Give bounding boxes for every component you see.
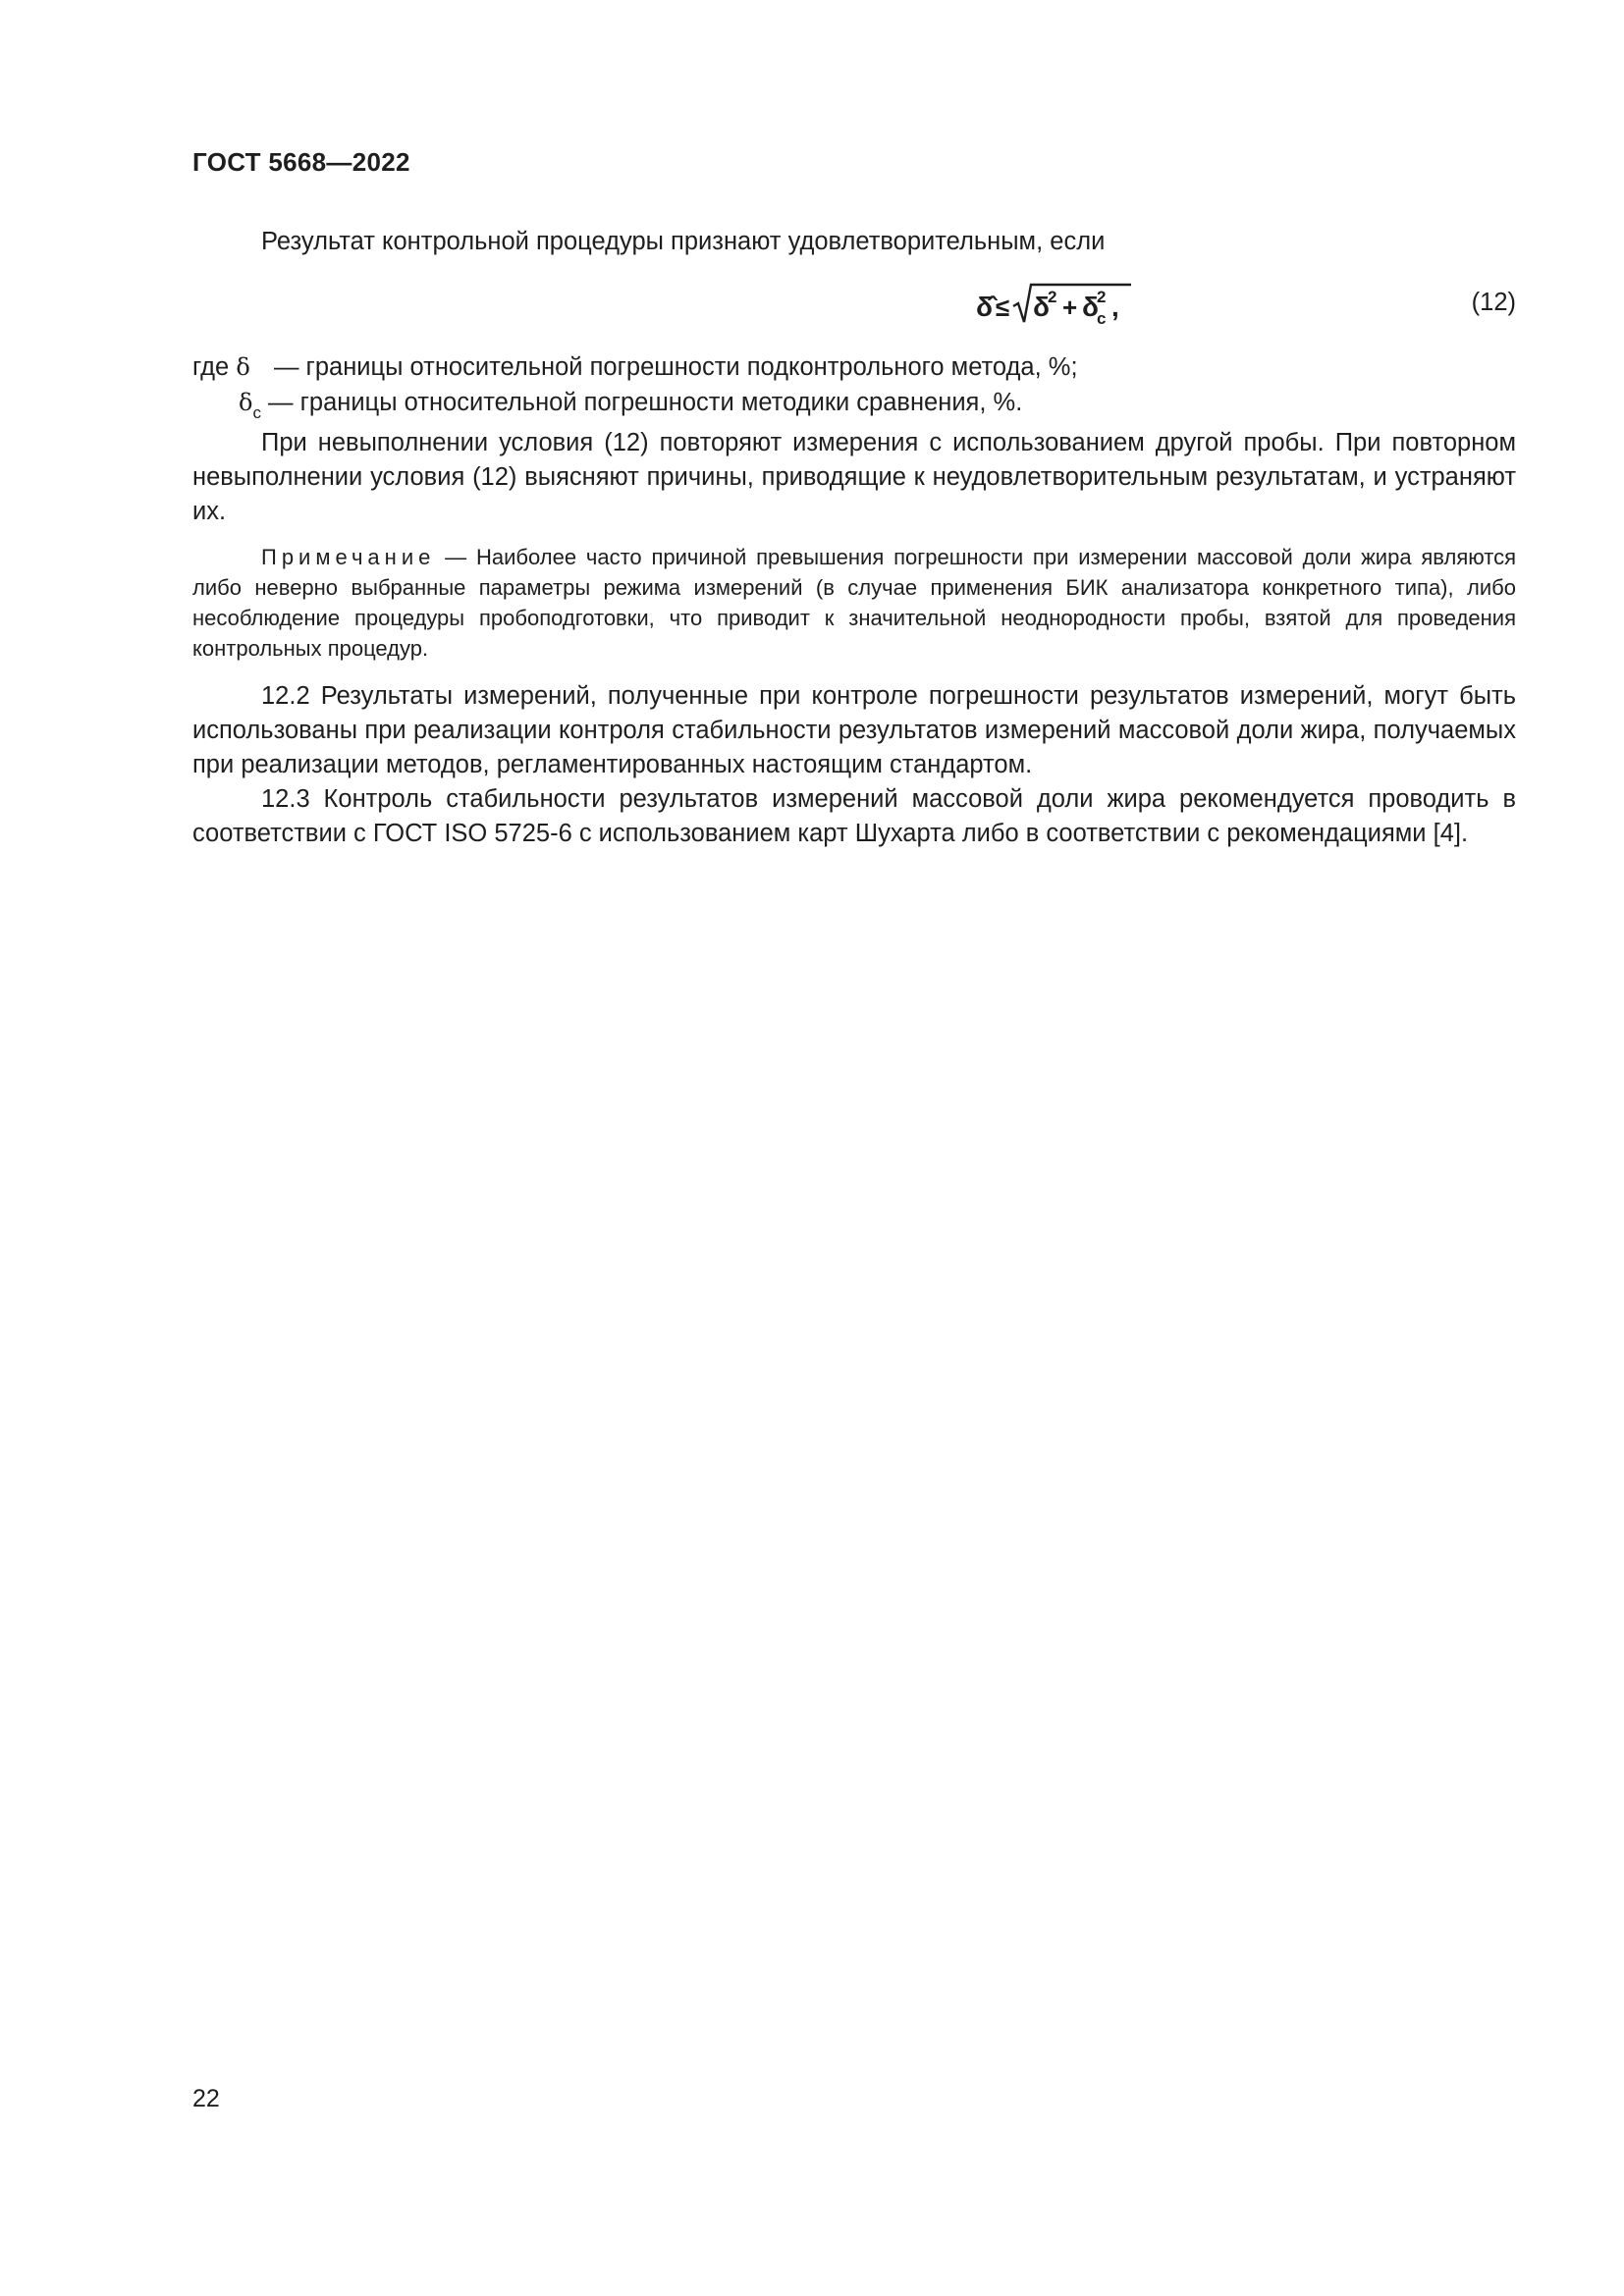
failure-paragraph-block xyxy=(192,426,1516,529)
intro-text: Результат контрольной процедуры признают удовлетворительным, если xyxy=(261,228,1106,255)
failure-paragraph: При невыполнении условия (12) повторяют измерения с использованием другой пробы. При повторном невыполнении условия (12) выясняют причины, приводящие к неудовлетворительным результатам, и устраняют их. xyxy=(192,429,1516,525)
formula-term2-exp: 2 xyxy=(1097,288,1107,306)
formula-term2-sub: c xyxy=(1097,309,1107,328)
formula-lhs: δ̂ xyxy=(976,292,993,322)
where-prefix: где xyxy=(192,353,230,381)
symbol-delta-c: δ xyxy=(239,389,253,416)
where-block xyxy=(192,349,1078,423)
formula-trailing-comma: , xyxy=(1111,292,1119,322)
where-line-delta-c xyxy=(192,385,1078,423)
formula-relation: ≤ xyxy=(996,293,1010,322)
formula-term2: δ xyxy=(1082,292,1099,322)
document-header-title: ГОСТ 5668—2022 xyxy=(192,147,410,177)
section-12-2: 12.2 Результаты измерений, полученные при контроле погрешности результатов измерений, могут быть использованы при реализации контроля стабильности результатов измерений массовой доли жира, получаемых при реализации методов, регламентированных настоящим стандартом. xyxy=(192,682,1516,778)
formula-term1: δ xyxy=(1033,292,1050,322)
formula-12 xyxy=(974,277,1141,332)
where-line-delta xyxy=(192,349,1078,385)
formula-plus: + xyxy=(1062,293,1078,322)
formula-number: (12) xyxy=(1471,289,1516,316)
symbol-delta-c-subscript: c xyxy=(252,403,261,422)
note-block xyxy=(192,542,1516,664)
note-text: Наиболее часто причиной превышения погрешности при измерении массовой доли жира являются либо неверно выбранные параметры режима измерений (в случае применения БИК анализатора конкретного типа), либо несоблюдение процедуры пробоподготовки, что приводит к значительной неоднородности пробы, взятой для проведения контрольных процедур. xyxy=(192,545,1516,661)
where-text-delta: — границы относительной погрешности подконтрольного метода, %; xyxy=(273,353,1078,381)
formula-term1-exp: 2 xyxy=(1048,288,1057,306)
sections-block xyxy=(192,679,1516,851)
formula-row xyxy=(192,277,1516,332)
section-12-3: 12.3 Контроль стабильности результатов измерений массовой доли жира рекомендуется проводить в соответствии с ГОСТ ISO 5725-6 с использованием карт Шухарта либо в соответствии с рекомендациями [4]. xyxy=(192,785,1516,847)
note-label: Примечание xyxy=(261,545,436,569)
page-number: 22 xyxy=(192,2085,220,2112)
symbol-delta: δ xyxy=(236,353,250,381)
note-dash: — xyxy=(445,545,467,569)
where-text-delta-c: — границы относительной погрешности методики сравнения, %. xyxy=(268,389,1023,416)
